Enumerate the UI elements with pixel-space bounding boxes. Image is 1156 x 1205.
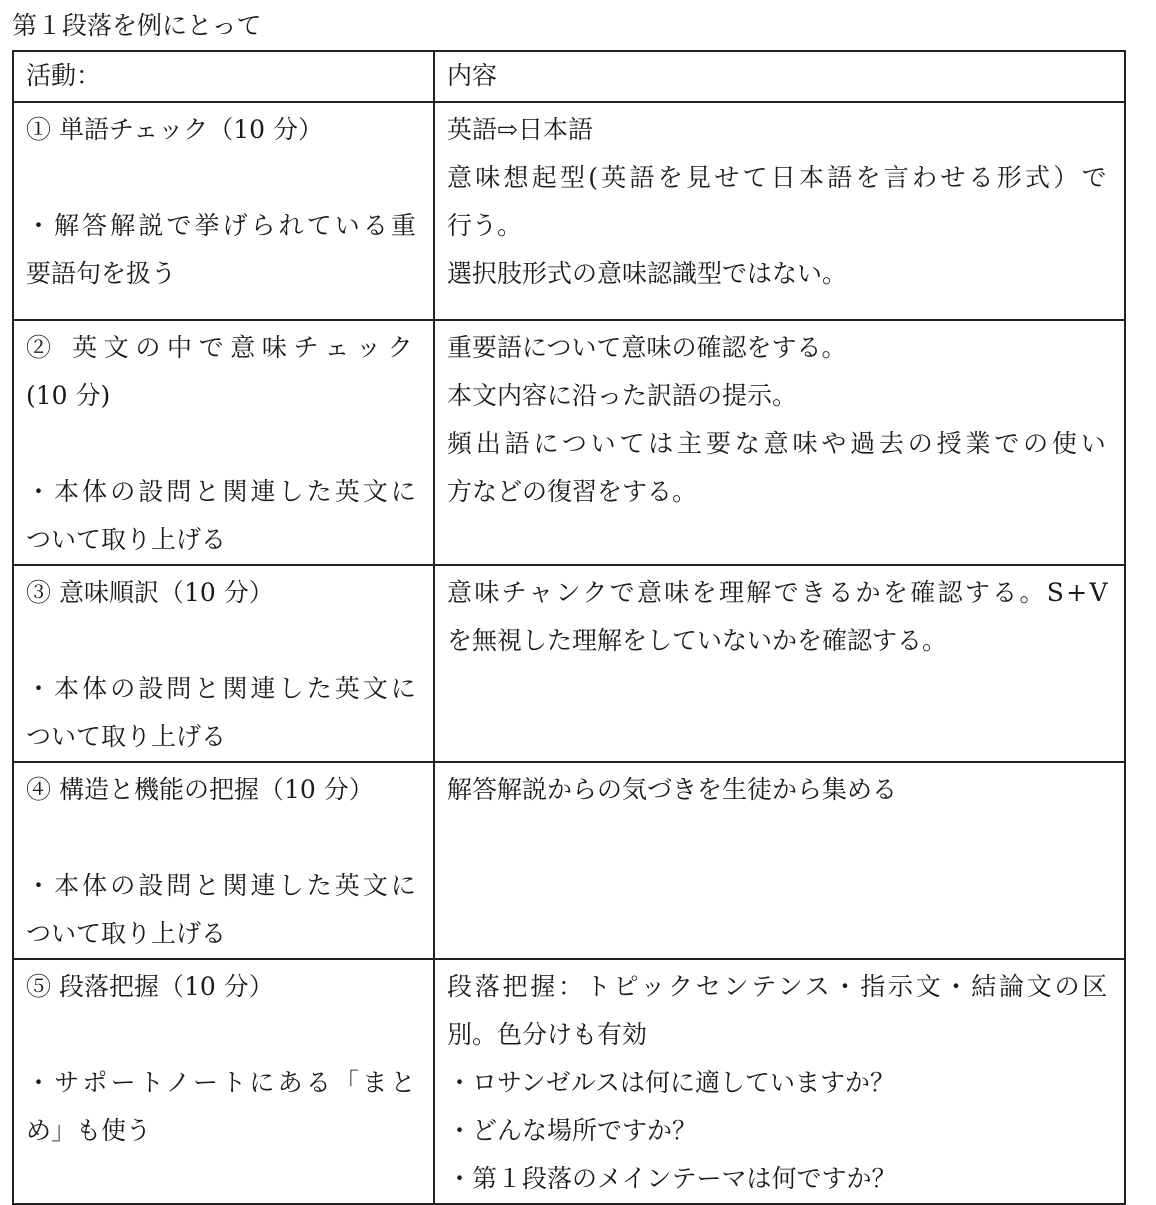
table-header-row (13, 51, 1125, 102)
content-line: 意味チャンクで意味を理解できるかを確認する。S+V (447, 578, 1110, 607)
content-cell (434, 959, 1125, 1204)
table-row (13, 762, 1125, 959)
table-row (13, 320, 1125, 565)
activity-cell (13, 102, 434, 320)
activity-cell (13, 565, 434, 762)
activity-note-line: ・サポートノートにある「まと (26, 1068, 419, 1097)
content-line: 行う。 (447, 211, 523, 240)
content-line: 意味想起型(英語を見せて日本語を言わせる形式）で (447, 163, 1110, 192)
table-row (13, 565, 1125, 762)
activity-title: ③ 意味順訳（10 分） (26, 578, 274, 607)
content-line: ・ロサンゼルスは何に適していますか？ (447, 1068, 896, 1097)
content-cell (434, 565, 1125, 762)
activity-title: (10 分) (26, 381, 111, 410)
activity-note-line: め」も使う (26, 1116, 152, 1145)
activity-cell (13, 959, 434, 1204)
activity-note-line: 要語句を扱う (26, 259, 177, 288)
table-row (13, 959, 1125, 1204)
content-line: 英語⇨日本語 (447, 115, 593, 144)
lesson-plan-table (12, 50, 1126, 1205)
content-line: 本文内容に沿った訳語の提示。 (447, 381, 798, 410)
content-line: 頻出語については主要な意味や過去の授業での使い (447, 429, 1110, 458)
content-line: 重要語について意味の確認をする。 (447, 333, 847, 362)
content-line: 選択肢形式の意味認識型ではない。 (447, 259, 848, 288)
activity-note-line: ・本体の設問と関連した英文に (26, 871, 419, 900)
header-content: 内容 (434, 51, 1125, 102)
content-line: ・第１段落のメインテーマは何ですか？ (447, 1164, 897, 1193)
activity-cell (13, 762, 434, 959)
content-line: 別。色分けも有効 (447, 1020, 648, 1049)
table-row (13, 102, 1125, 320)
activity-note-line: ついて取り上げる (26, 525, 227, 554)
activity-note-line: ついて取り上げる (26, 722, 227, 751)
content-line: を無視した理解をしていないかを確認する。 (447, 626, 948, 655)
content-line: ・どんな場所ですか？ (447, 1116, 698, 1145)
activity-note-line: ついて取り上げる (26, 919, 227, 948)
content-line: 解答解説からの気づきを生徒から集める (447, 775, 898, 804)
content-cell (434, 762, 1125, 959)
activity-note-line: ・本体の設問と関連した英文に (26, 674, 419, 703)
activity-cell (13, 320, 434, 565)
content-cell (434, 102, 1125, 320)
header-activity: 活動： (13, 51, 434, 102)
activity-title: ④ 構造と機能の把握（10 分） (26, 775, 374, 804)
page-title: 第１段落を例にとって (12, 11, 262, 40)
activity-note-line: ・解答解説で挙げられている重 (26, 211, 419, 240)
content-line: 方などの復習をする。 (447, 477, 698, 506)
activity-title: ① 単語チェック（10 分） (26, 115, 323, 144)
content-cell (434, 320, 1125, 565)
activity-note-line: ・本体の設問と関連した英文に (26, 477, 419, 506)
content-line: 段落把握：トピックセンテンス・指示文・結論文の区 (447, 972, 1111, 1001)
activity-title: ⑤ 段落把握（10 分） (26, 972, 274, 1001)
activity-title: ② 英文の中で意味チェック (26, 333, 420, 362)
